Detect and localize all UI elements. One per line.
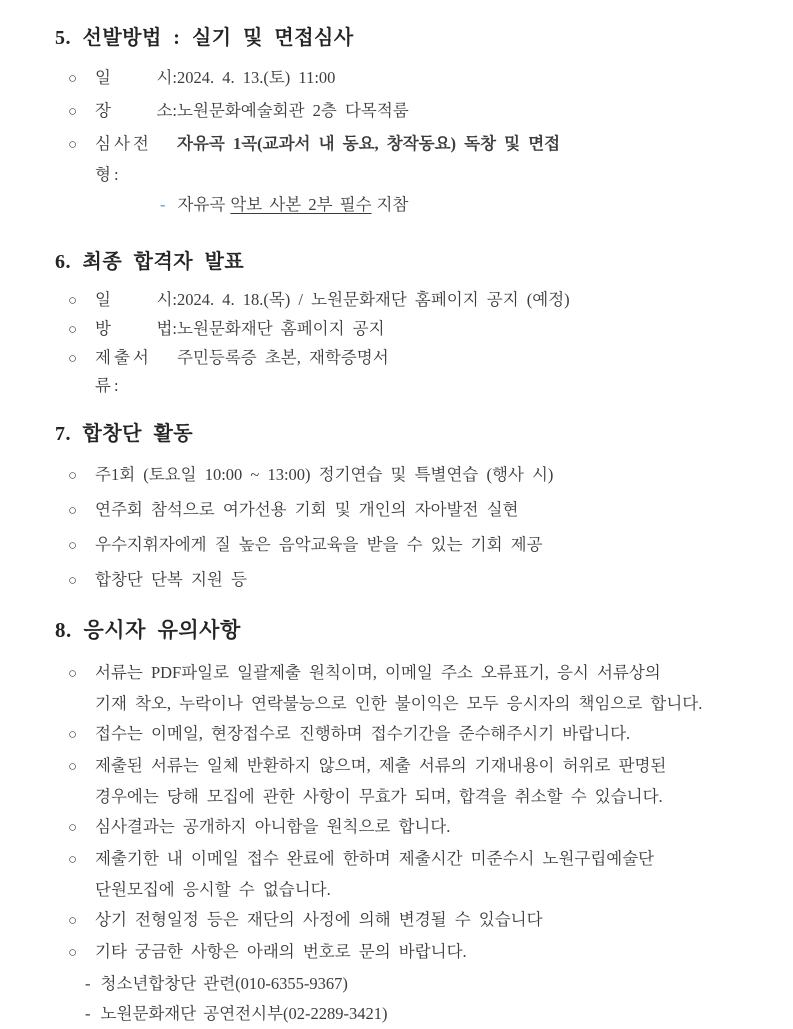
list-item xyxy=(55,563,763,598)
list-item xyxy=(55,493,763,528)
subnote-post: 지참 xyxy=(376,195,409,214)
section-choir-activities xyxy=(55,422,763,598)
list-item xyxy=(55,528,763,563)
section-applicant-notes xyxy=(55,618,763,1029)
subnote-pre: 자유곡 xyxy=(177,195,226,214)
notice-line xyxy=(55,719,763,750)
item-value: 노원문화예술회관 2층 다목적룸 xyxy=(177,101,409,120)
circle-bullet-icon: ○ xyxy=(68,137,78,153)
section-6-title: 6. 최종 합격자 발표 xyxy=(55,251,245,273)
contact-line-choir xyxy=(55,969,763,999)
label-part: 법: xyxy=(156,319,177,338)
item-label xyxy=(95,62,177,93)
notice-line-continuation: 단원모집에 응시할 수 없습니다. xyxy=(95,880,331,899)
item-label: 제출서류: xyxy=(95,348,152,395)
item-text: 우수지휘자에게 질 높은 음악교육을 받을 수 있는 기회 제공 xyxy=(95,535,543,554)
item-label xyxy=(95,315,177,343)
circle-bullet-icon: ○ xyxy=(68,503,78,519)
list-item-date xyxy=(55,62,763,95)
notice-item xyxy=(55,658,763,718)
list-item-documents xyxy=(55,344,763,400)
item-label: 심사전형: xyxy=(95,134,152,184)
notice-text: 심사결과는 공개하지 아니함을 원칙으로 합니다. xyxy=(95,817,451,836)
item-value: 2024. 4. 13.(토) 11:00 xyxy=(177,68,336,87)
dash-icon: - xyxy=(85,1004,91,1023)
item-text: 연주회 참석으로 여가선용 기회 및 개인의 자아발전 실현 xyxy=(95,500,519,519)
label-part: 일 xyxy=(95,68,111,87)
circle-bullet-icon: ○ xyxy=(68,759,78,775)
notice-line xyxy=(55,658,763,689)
item-value: 노원문화재단 홈페이지 공지 xyxy=(177,319,385,338)
notice-text: 서류는 PDF파일로 일괄제출 원칙이며, 이메일 주소 오류표기, 응시 서류상의 xyxy=(95,663,661,682)
list-item xyxy=(55,458,763,493)
notice-text: 기타 궁금한 사항은 아래의 번호로 문의 바랍니다. xyxy=(95,942,467,961)
notice-item xyxy=(55,937,763,968)
item-label xyxy=(95,95,177,126)
circle-bullet-icon: ○ xyxy=(68,71,78,87)
item-text: 주1회 (토요일 10:00 ~ 13:00) 정기연습 및 특별연습 (행사 시) xyxy=(95,465,554,484)
list-item-screening xyxy=(55,128,763,190)
notice-text: 제출기한 내 이메일 접수 완료에 한하며 제출시간 미준수시 노원구립예술단 xyxy=(95,849,655,868)
label-part: 소: xyxy=(156,101,177,120)
notice-item xyxy=(55,751,763,811)
contact-text: 청소년합창단 관련(010-6355-9367) xyxy=(100,974,348,993)
notice-line-continuation: 기재 착오, 누락이나 연락불능으로 인한 불이익은 모두 응시자의 책임으로 합니다. xyxy=(95,694,703,713)
label-part: 시: xyxy=(156,290,177,309)
notice-item xyxy=(55,812,763,843)
section-5-title: 5. 선발방법 : 실기 및 면접심사 xyxy=(55,27,354,49)
item-text: 합창단 단복 지원 등 xyxy=(95,570,247,589)
subnote-underlined: 악보 사본 2부 필수 xyxy=(230,195,372,214)
circle-bullet-icon: ○ xyxy=(68,913,78,929)
contact-text: 노원문화재단 공연전시부(02-2289-3421) xyxy=(100,1004,388,1023)
subnote-text xyxy=(178,190,409,220)
label-part: 장 xyxy=(95,101,111,120)
label-part: 시: xyxy=(156,68,177,87)
item-label xyxy=(95,286,177,314)
list-item-method xyxy=(55,315,763,344)
item-value: 2024. 4. 18.(목) / 노원문화재단 홈페이지 공지 (예정) xyxy=(177,290,570,309)
circle-bullet-icon: ○ xyxy=(68,351,78,367)
circle-bullet-icon: ○ xyxy=(68,104,78,120)
notice-line-continuation: 경우에는 당해 모집에 관한 사항이 무효가 되며, 합격을 취소할 수 있습니다. xyxy=(95,787,663,806)
list-item-place xyxy=(55,95,763,128)
notice-text: 접수는 이메일, 현장접수로 진행하며 접수기간을 준수해주시기 바랍니다. xyxy=(95,724,631,743)
item-value: 주민등록증 초본, 재학증명서 xyxy=(177,348,389,367)
notice-text: 상기 전형일정 등은 재단의 사정에 의해 변경될 수 있습니다 xyxy=(95,910,543,929)
section-final-announcement xyxy=(55,250,763,400)
label-part: 일 xyxy=(95,290,111,309)
notice-line xyxy=(55,844,763,875)
dash-icon: - xyxy=(160,195,166,214)
circle-bullet-icon: ○ xyxy=(68,538,78,554)
notice-item xyxy=(55,844,763,904)
list-item-date xyxy=(55,286,763,315)
notice-item xyxy=(55,719,763,750)
circle-bullet-icon: ○ xyxy=(68,945,78,961)
notice-item xyxy=(55,905,763,936)
circle-bullet-icon: ○ xyxy=(68,322,78,338)
circle-bullet-icon: ○ xyxy=(68,293,78,309)
contact-line-foundation xyxy=(55,999,763,1029)
screening-subnote xyxy=(55,190,763,220)
notice-line xyxy=(55,905,763,936)
section-selection-method xyxy=(55,26,763,220)
section-8-title: 8. 응시자 유의사항 xyxy=(55,618,241,642)
notice-line xyxy=(55,751,763,782)
circle-bullet-icon: ○ xyxy=(68,468,78,484)
notice-line xyxy=(55,812,763,843)
circle-bullet-icon: ○ xyxy=(68,727,78,743)
item-value: 자유곡 1곡(교과서 내 동요, 창작동요) 독창 및 면접 xyxy=(177,134,561,153)
circle-bullet-icon: ○ xyxy=(68,666,78,682)
notice-text: 제출된 서류는 일체 반환하지 않으며, 제출 서류의 기재내용이 허위로 판명된 xyxy=(95,756,667,775)
section-7-title: 7. 합창단 활동 xyxy=(55,423,194,445)
notice-line xyxy=(55,937,763,968)
label-part: 방 xyxy=(95,319,111,338)
dash-icon: - xyxy=(85,974,91,993)
circle-bullet-icon: ○ xyxy=(68,820,78,836)
circle-bullet-icon: ○ xyxy=(68,573,78,589)
circle-bullet-icon: ○ xyxy=(68,852,78,868)
